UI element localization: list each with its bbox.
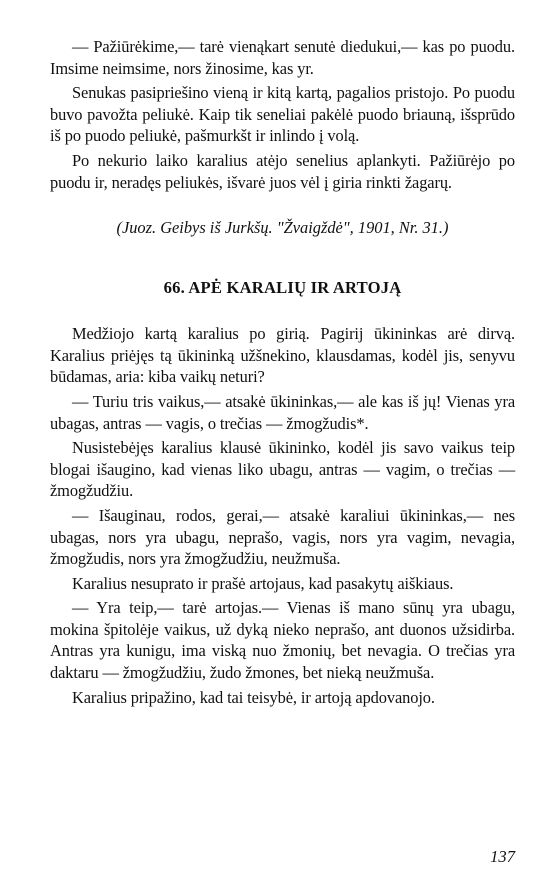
paragraph: Senukas pasipriešino vieną ir kitą kartą, pagalios pristojo. Po puodu buvo pavožta peliukė. Kaip tik seneliai pakėlė puodo briauną, išsprūdo iš po puodo peliukė, pašmurkšt ir inlindo į volą.: [50, 83, 515, 146]
story-heading: 66. APĖ KARALIŲ IR ARTOJĄ: [163, 278, 402, 298]
paragraph: Karalius pripažino, kad tai teisybė, ir artoją apdovanojo.: [72, 687, 435, 707]
paragraph: — Yra teip,— tarė artojas.— Vienas iš mano sūnų yra ubagu, mokina špitolėje vaikus, už dyką nieko neprašo, ant duonos užsidirba. Antras yra kunigu, ima viską nuo žmonių, bet nevagia. O trečias yra daktaru — žmogžudžiu, žudo žmones, bet nieką neužmuša.: [50, 598, 515, 683]
page-number: 137: [490, 847, 515, 866]
paragraph: Medžiojo kartą karalius po girią. Pagirij ūkininkas arė dirvą. Karalius priėjęs tą ūkininką užšnekino, klausdamas, kodėl jis, senyvu būdamas, aria: kiba vaikų neturi?: [50, 324, 515, 387]
story-ending: [50, 36, 515, 239]
story-section: [50, 277, 515, 708]
source-citation: (Juoz. Geibys iš Jurkšų. "Žvaigždė", 1901, Nr. 31.): [116, 218, 449, 238]
paragraph: Karalius nesuprato ir prašė artojaus, kad pasakytų aiškiaus.: [72, 573, 454, 593]
paragraph: Po nekurio laiko karalius atėjo senelius aplankyti. Pažiūrėjo po puodu ir, neradęs peliukės, išvarė juos vėl į giria rinkti žagarų.: [50, 150, 515, 192]
paragraph: — Turiu tris vaikus,— atsakė ūkininkas,— ale kas iš jų! Vienas yra ubagas, antras — vagis, o trečias — žmogžudis*.: [50, 391, 515, 433]
paragraph: — Išauginau, rodos, gerai,— atsakė karaliui ūkininkas,— nes ubagas, nors yra ubagu, neprašo, vagis, nors yra vagim, nevagia, žmogžudis, nors yra žmogžudžiu, neužmuša.: [50, 505, 515, 569]
paragraph: — Pažiūrėkime,— tarė vienąkart senutė diedukui,— kas po puodu. Imsime neimsime, nors žinosime, kas yr.: [50, 37, 515, 78]
paragraph: Nusistebėjęs karalius klausė ūkininko, kodėl jis savo vaikus teip blogai išaugino, kad vienas liko ubagu, antras — vagim, o trečias — žmogžudžiu.: [50, 438, 515, 501]
book-page: [50, 36, 515, 866]
